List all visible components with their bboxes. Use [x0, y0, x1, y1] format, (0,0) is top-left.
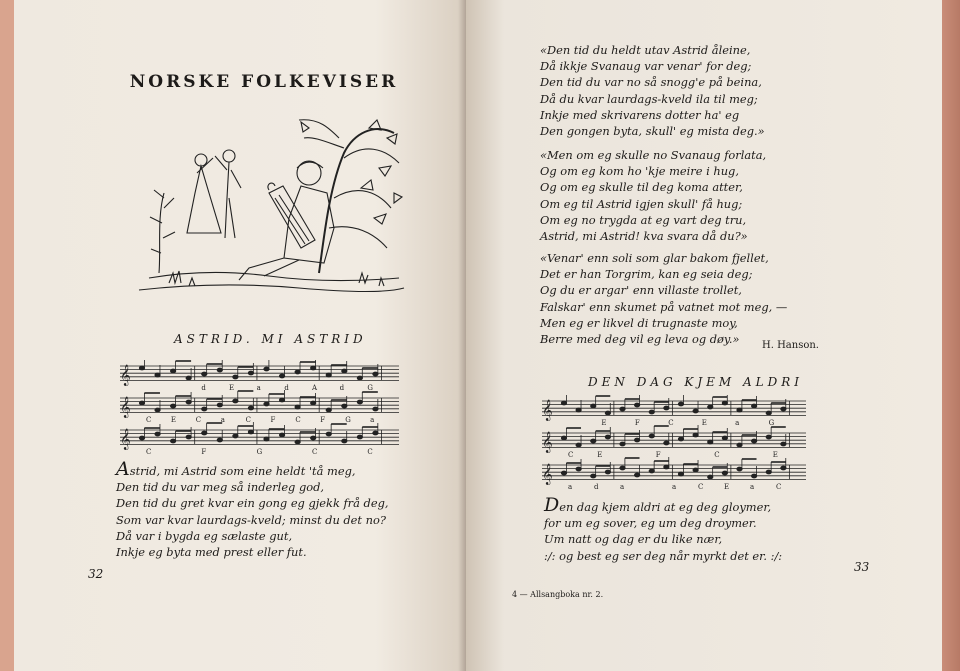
- note-head: [605, 411, 610, 415]
- verse-line: Og om eg skulle til deg koma atter,: [540, 180, 743, 195]
- note-head: [342, 404, 347, 408]
- chord-label: C: [195, 416, 202, 424]
- note-head: [664, 406, 669, 410]
- note-head: [576, 408, 581, 412]
- verse-line: Om eg til Astrid igjen skull' få hug;: [540, 196, 743, 211]
- chord-label: C: [714, 451, 720, 459]
- chord-label: F: [201, 448, 207, 456]
- verse-line: Då du kvar laurdags-kveld ila til meg;: [540, 91, 758, 106]
- book-edge: [942, 0, 960, 671]
- note-head: [576, 443, 581, 447]
- chord-label: G: [345, 416, 351, 424]
- note-head: [311, 401, 316, 405]
- note-head: [752, 404, 757, 408]
- chord-label: G: [768, 419, 775, 427]
- treble-clef-icon: 𝄞: [542, 432, 553, 453]
- note-head: [781, 442, 786, 446]
- note-head: [561, 401, 566, 405]
- note-head: [620, 442, 625, 446]
- note-head: [635, 438, 640, 442]
- chord-label: a: [568, 483, 573, 491]
- note-head: [737, 467, 742, 471]
- verse-line: Um natt og dag er du like nær,: [544, 532, 723, 547]
- note-head: [737, 443, 742, 447]
- note-head: [737, 408, 742, 412]
- folk-illustration: [129, 98, 409, 303]
- verse-line: Inkje eg byta med prest eller fut.: [116, 545, 307, 560]
- note-head: [202, 372, 207, 376]
- note-head: [248, 371, 253, 375]
- verse-line: «Men om eg skulle no Svanaug forlata,: [540, 148, 767, 162]
- note-head: [326, 373, 331, 377]
- chord-label: F: [655, 451, 661, 459]
- chord-label: C: [776, 483, 782, 491]
- note-head: [605, 435, 610, 439]
- note-head: [708, 475, 713, 479]
- chord-label: F: [634, 419, 640, 427]
- note-head: [233, 399, 238, 403]
- note-head: [311, 366, 316, 370]
- verse-line: «Den tid du heldt utav Astrid åleine,: [540, 43, 751, 57]
- note-head: [233, 375, 238, 379]
- note-head: [342, 369, 347, 373]
- note-head: [664, 441, 669, 445]
- note-head: [217, 368, 222, 372]
- chord-label: d: [339, 384, 345, 392]
- note-head: [357, 376, 362, 380]
- song-title-den-dag: DEN DAG KJEM ALDRI: [588, 375, 804, 389]
- chord-label: a: [750, 483, 755, 491]
- verse-line: Den tid du var meg så inderleg god,: [116, 480, 325, 495]
- note-head: [708, 440, 713, 444]
- chord-label: a: [620, 483, 625, 491]
- chord-label: a: [220, 416, 225, 424]
- note-head: [693, 468, 698, 472]
- treble-clef-icon: 𝄞: [542, 400, 553, 421]
- note-head: [248, 430, 253, 434]
- author-signature: H. Hanson.: [762, 340, 819, 351]
- note-head: [295, 370, 300, 374]
- note-head: [620, 407, 625, 411]
- page-number-right: 33: [854, 560, 870, 574]
- note-head: [217, 438, 222, 442]
- note-head: [708, 405, 713, 409]
- note-head: [664, 465, 669, 469]
- note-head: [139, 366, 144, 370]
- note-head: [561, 436, 566, 440]
- note-head: [357, 435, 362, 439]
- note-head: [357, 400, 362, 404]
- note-head: [264, 367, 269, 371]
- chord-label: d: [201, 384, 206, 392]
- note-head: [279, 398, 284, 402]
- chord-label: a: [672, 483, 677, 491]
- chord-label: a: [256, 384, 261, 392]
- verse-den-dag: [544, 494, 783, 564]
- chord-label: d: [594, 483, 599, 491]
- verse-line: Astrid, mi Astrid! kva svara då du?»: [540, 229, 748, 244]
- note-head: [202, 431, 207, 435]
- treble-clef-icon: 𝄞: [120, 397, 131, 418]
- note-head: [155, 373, 160, 377]
- note-head: [186, 376, 191, 380]
- verse-line: strid, mi Astrid som eine heldt 'tå meg,: [129, 464, 356, 478]
- note-head: [171, 439, 176, 443]
- verse-line: en dag kjem aldri at eg deg gloymer,: [559, 500, 772, 514]
- note-head: [171, 404, 176, 408]
- note-head: [139, 401, 144, 405]
- note-head: [248, 406, 253, 410]
- note-head: [591, 474, 596, 478]
- note-head: [561, 471, 566, 475]
- drop-cap: A: [116, 458, 130, 480]
- verse-line: Den tid du gret kvar ein gong eg gjekk frå deg,: [116, 496, 389, 511]
- chord-label: F: [270, 416, 276, 424]
- chord-label: E: [229, 384, 235, 392]
- treble-clef-icon: 𝄞: [120, 365, 131, 386]
- note-head: [295, 440, 300, 444]
- chord-label: A: [312, 384, 318, 392]
- song-title-astrid: ASTRID. MI ASTRID: [174, 332, 367, 346]
- note-head: [766, 411, 771, 415]
- treble-clef-icon: 𝄞: [542, 464, 553, 485]
- note-head: [264, 437, 269, 441]
- note-head: [649, 410, 654, 414]
- verse-line: Og om eg kom ho 'kje meire i hug,: [540, 164, 739, 179]
- verse-line: Den gongen byta, skull' eg mista deg.»: [540, 124, 765, 139]
- chord-label: G: [256, 448, 263, 456]
- note-head: [326, 408, 331, 412]
- note-head: [766, 435, 771, 439]
- chord-label: C: [568, 451, 574, 459]
- page-footer: 4 — Allsangboka nr. 2.: [512, 590, 604, 599]
- chord-label: E: [597, 451, 603, 459]
- drop-cap: D: [544, 494, 560, 516]
- note-head: [155, 408, 160, 412]
- chord-label: G: [367, 384, 373, 392]
- note-head: [678, 402, 683, 406]
- note-head: [279, 433, 284, 437]
- note-head: [202, 407, 207, 411]
- note-head: [635, 473, 640, 477]
- verse-line: Den tid du var no så snogg'e på beina,: [540, 75, 762, 90]
- chord-label: C: [146, 416, 152, 424]
- note-head: [155, 432, 160, 436]
- note-head: [233, 434, 238, 438]
- note-head: [576, 467, 581, 471]
- treble-clef-icon: 𝄞: [120, 429, 131, 450]
- note-head: [752, 474, 757, 478]
- verse-line: :/: og best eg ser deg når myrkt det er. :/:: [544, 548, 783, 563]
- verse-line: «Venar' enn soli som glar bakom fjellet,: [540, 251, 769, 265]
- note-head: [693, 433, 698, 437]
- verse-line: Og du er argar' enn villaste trollet,: [540, 283, 742, 298]
- verse-line: Men eg er likvel di trugnaste moy,: [540, 315, 738, 330]
- chord-label: d: [284, 384, 289, 392]
- chord-label: E: [724, 483, 730, 491]
- note-head: [591, 439, 596, 443]
- note-head: [373, 407, 378, 411]
- book-heading: NORSKE FOLKEVISER: [129, 72, 399, 92]
- note-head: [591, 404, 596, 408]
- chord-label: C: [668, 419, 674, 427]
- chord-label: C: [146, 448, 152, 456]
- note-head: [752, 439, 757, 443]
- note-head: [186, 435, 191, 439]
- verse-line: Då ikkje Svanaug var venar' for deg;: [540, 59, 752, 74]
- note-head: [620, 466, 625, 470]
- note-head: [373, 372, 378, 376]
- verse-line: Som var kvar laurdags-kveld; minst du det no?: [116, 512, 386, 527]
- chord-label: C: [312, 448, 318, 456]
- chord-label: a: [735, 419, 740, 427]
- stanza-3: [540, 250, 787, 347]
- note-head: [171, 369, 176, 373]
- chord-label: a: [370, 416, 375, 424]
- note-head: [649, 434, 654, 438]
- note-head: [326, 432, 331, 436]
- note-head: [264, 402, 269, 406]
- chord-label: F: [320, 416, 326, 424]
- chord-label: C: [295, 416, 301, 424]
- note-head: [678, 437, 683, 441]
- note-head: [139, 436, 144, 440]
- note-head: [186, 400, 191, 404]
- verse-line: Berre med deg vil eg leva og døy.»: [540, 332, 740, 347]
- verse-line: for um eg sover, eg um deg droymer.: [544, 516, 757, 531]
- note-head: [635, 403, 640, 407]
- note-head: [722, 401, 727, 405]
- note-head: [678, 472, 683, 476]
- note-head: [311, 436, 316, 440]
- note-head: [279, 374, 284, 378]
- note-head: [693, 409, 698, 413]
- note-head: [217, 403, 222, 407]
- chord-label: C: [698, 483, 704, 491]
- verse-line: Då var i bygda eg sælaste gut,: [116, 528, 293, 543]
- note-head: [781, 466, 786, 470]
- verse-line: Om eg no trygda at eg vart deg tru,: [540, 212, 747, 227]
- note-head: [781, 407, 786, 411]
- chord-label: C: [367, 448, 373, 456]
- verse-line: Falskar' enn skumet på vatnet mot meg, —: [540, 299, 788, 314]
- right-page: [466, 0, 942, 671]
- chord-label: E: [601, 419, 607, 427]
- chord-label: E: [701, 419, 707, 427]
- note-head: [649, 469, 654, 473]
- chord-label: E: [170, 416, 177, 424]
- verse-line: Det er han Torgrim, kan eg seia deg;: [540, 267, 753, 282]
- music-score-den-dag: [540, 395, 810, 495]
- verse-line: Inkje med skrivarens dotter ha' eg: [540, 107, 740, 122]
- note-head: [295, 405, 300, 409]
- stanza-2: [540, 147, 766, 244]
- verse-astrid: [116, 458, 389, 560]
- page-number-left: 32: [88, 567, 104, 581]
- left-page: [14, 0, 466, 671]
- note-head: [766, 470, 771, 474]
- note-head: [605, 470, 610, 474]
- music-score-astrid: [118, 360, 403, 460]
- chord-label: E: [772, 451, 778, 459]
- note-head: [342, 439, 347, 443]
- note-head: [373, 431, 378, 435]
- note-head: [722, 436, 727, 440]
- note-head: [722, 471, 727, 475]
- stanza-1: [540, 42, 765, 139]
- chord-label: C: [245, 416, 251, 424]
